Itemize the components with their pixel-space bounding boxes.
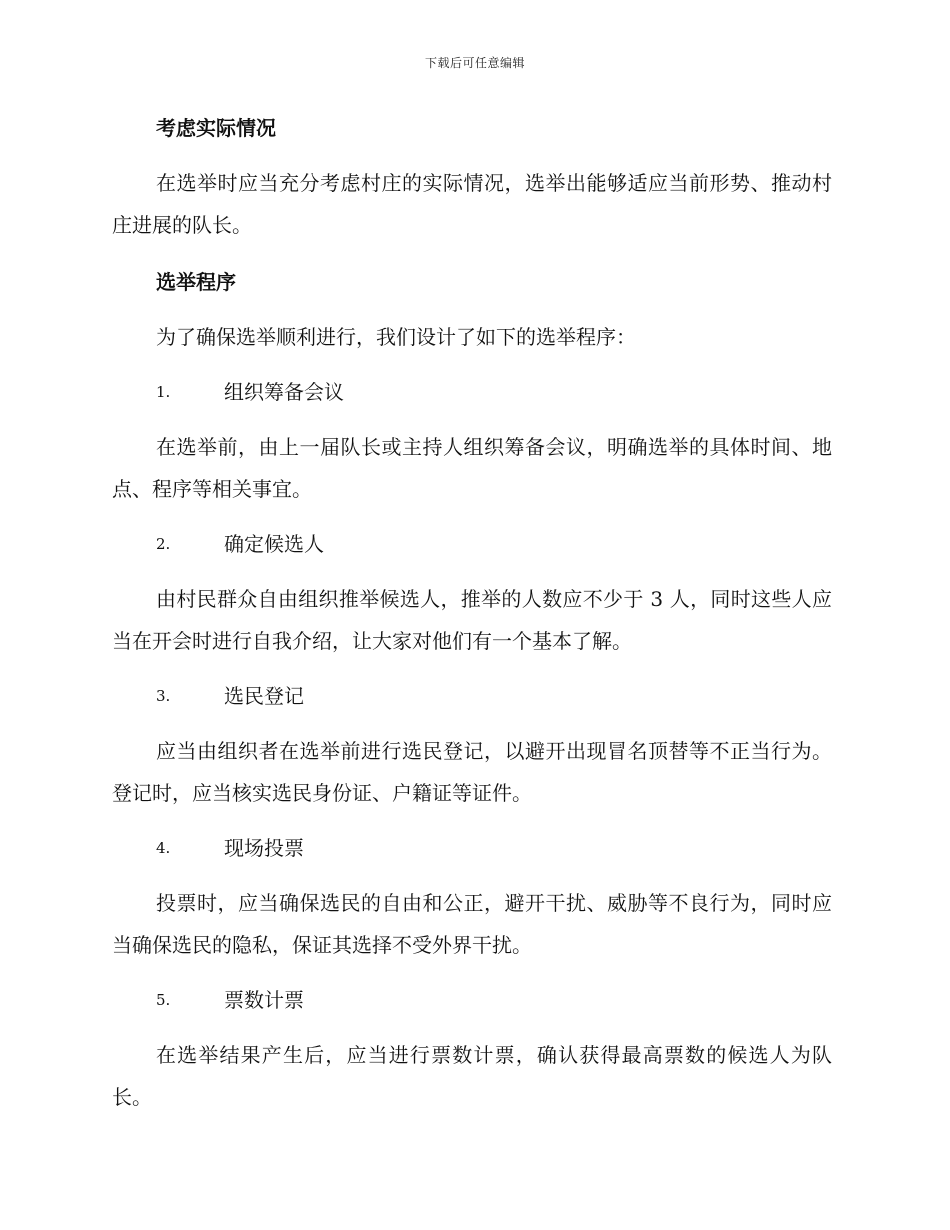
paragraph-step-5: 在选举结果产生后，应当进行票数计票，确认获得最高票数的候选人为队长。 <box>112 1043 832 1109</box>
paragraph-practical: 在选举时应当充分考虑村庄的实际情况，选举出能够适应当前形势、推动村庄进展的队长。 <box>112 171 832 237</box>
list-number: 4. <box>156 839 171 857</box>
paragraph-procedure-intro: 为了确保选举顺利进行，我们设计了如下的选举程序： <box>156 325 636 349</box>
list-number: 5. <box>156 991 171 1009</box>
paragraph-step-3: 应当由组织者在选举前进行选民登记，以避开出现冒名顶替等不正当行为。登记时，应当核实选民身份证、户籍证等证件。 <box>112 739 832 805</box>
paragraph-step-4: 投票时，应当确保选民的自由和公正，避开干扰、威胁等不良行为，同时应当确保选民的隐私，保证其选择不受外界干扰。 <box>112 891 832 957</box>
paragraph-step-2: 由村民群众自由组织推举候选人，推举的人数应不少于 3 人，同时这些人应当在开会时进行自我介绍，让大家对他们有一个基本了解。 <box>112 587 832 653</box>
list-title: 选民登记 <box>224 684 304 708</box>
page-header: 下载后可任意编辑 <box>424 56 525 70</box>
document-body <box>112 110 832 1118</box>
list-item-step-3 <box>156 678 832 714</box>
paragraph-step-1: 在选举前，由上一届队长或主持人组织筹备会议，明确选举的具体时间、地点、程序等相关事宜。 <box>112 435 832 501</box>
section-heading-procedure: 选举程序 <box>156 270 236 294</box>
list-item-step-1 <box>156 374 832 410</box>
list-title: 组织筹备会议 <box>224 380 344 404</box>
list-number: 1. <box>156 383 171 401</box>
list-title: 票数计票 <box>224 988 304 1012</box>
section-heading-practical: 考虑实际情况 <box>156 116 276 140</box>
list-number: 2. <box>156 535 171 553</box>
list-item-step-4 <box>156 830 832 866</box>
list-title: 现场投票 <box>224 836 304 860</box>
list-number: 3. <box>156 687 171 705</box>
list-item-step-5 <box>156 982 832 1018</box>
list-item-step-2 <box>156 526 832 562</box>
list-title: 确定候选人 <box>224 532 324 556</box>
